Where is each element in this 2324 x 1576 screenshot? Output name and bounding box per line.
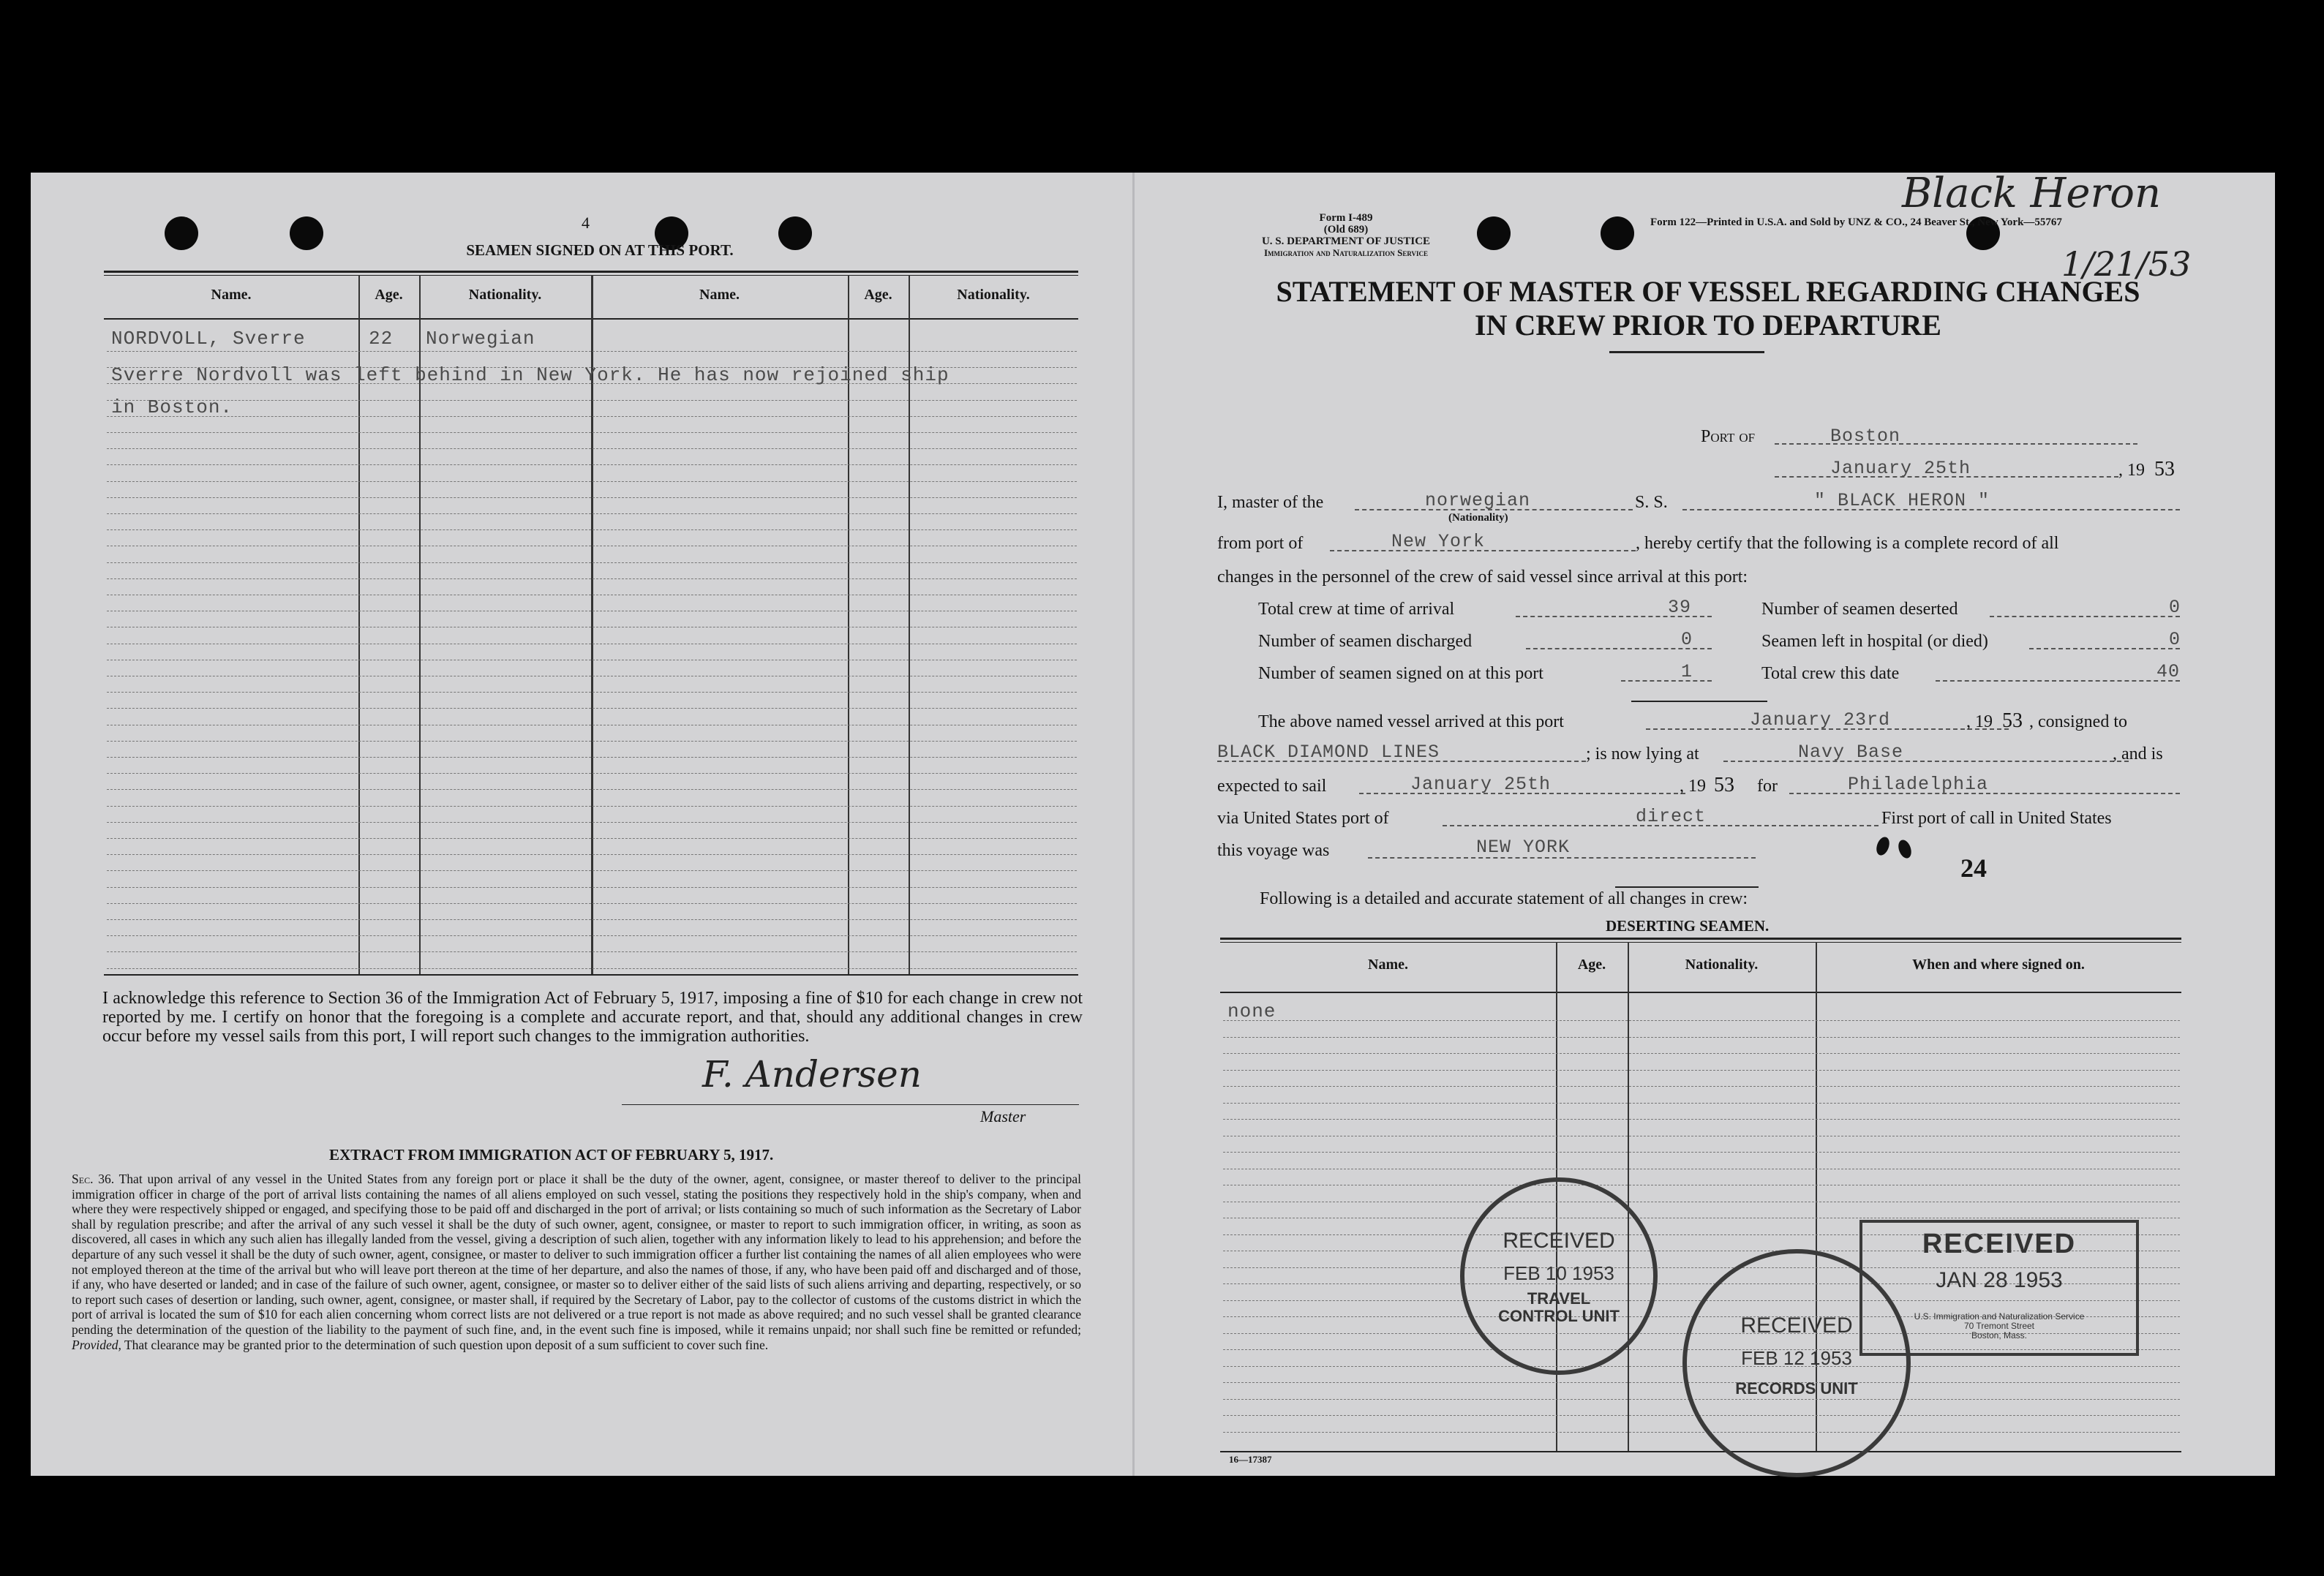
page-number: 4: [582, 214, 590, 232]
stamp-date: FEB 10 1953: [1503, 1262, 1614, 1284]
port-label: Port of: [1701, 427, 1756, 446]
service: Immigration and Naturalization Service: [1263, 247, 1429, 258]
department: U. S. DEPARTMENT OF JUSTICE: [1261, 235, 1431, 247]
ruled-row: [107, 513, 1077, 514]
stamp-unit: RECORDS UNIT: [1735, 1379, 1858, 1398]
hospital-value: 0: [2169, 629, 2181, 650]
section-title: SEAMEN SIGNED ON AT THIS PORT.: [466, 241, 734, 259]
ruled-row: [107, 464, 1077, 465]
ruled-row: [107, 741, 1077, 742]
ruled-row: [1223, 1020, 2180, 1021]
extract-tail: That clearance may be granted prior to the determination of such question upon deposit of a sum sufficient to cover such fine.: [124, 1337, 769, 1352]
table-bottom-rule: [1220, 1451, 2181, 1452]
from-port-value: New York: [1391, 531, 1486, 552]
ss-label: S. S.: [1635, 493, 1668, 512]
ruled-row: [107, 400, 1077, 401]
handwritten-vessel: Black Heron: [1902, 170, 2162, 217]
date-year-prefix: , 19: [2118, 461, 2145, 480]
mark-24: 24: [1960, 853, 1987, 883]
total-rule: [1631, 701, 1767, 702]
col-header-age: Age.: [1577, 957, 1606, 973]
ruled-row: [107, 822, 1077, 823]
hospital-label: Seamen left in hospital (or died): [1761, 632, 1988, 651]
title-line1: STATEMENT OF MASTER OF VESSEL REGARDING CHANGES: [1276, 275, 2140, 308]
destination-value: Philadelphia: [1848, 774, 1989, 795]
expected-value: January 25th: [1410, 774, 1552, 795]
ruled-row: [107, 838, 1077, 839]
arrived-value: January 23rd: [1750, 709, 1891, 731]
ruled-row: [107, 919, 1077, 920]
title-line2: IN CREW PRIOR TO DEPARTURE: [1475, 309, 1941, 342]
entry-nationality: Norwegian: [426, 328, 535, 350]
punch-hole: [165, 216, 198, 250]
certify-text: , hereby certify that the following is a complete record of all: [1636, 534, 2059, 553]
punch-hole: [1477, 216, 1511, 250]
printer-line: Form 122—Printed in U.S.A. and Sold by UNZ & CO., 24 Beaver St., New York—55767: [1650, 216, 2062, 228]
stamp-received: RECEIVED: [1740, 1313, 1853, 1338]
first-port-label: First port of call in United States: [1881, 809, 2112, 828]
expected-year-prefix: , 19: [1680, 777, 1706, 796]
table-header-rule: [1220, 992, 2181, 993]
voyage-value: NEW YORK: [1476, 837, 1571, 858]
ruled-row: [107, 529, 1077, 530]
ruled-row: [107, 854, 1077, 855]
stamp-date: JAN 28 1953: [1936, 1268, 2063, 1292]
table-top-rule: [1220, 938, 2181, 940]
ruled-row: [107, 968, 1077, 969]
entry-age: 22: [369, 328, 394, 350]
deserted-value: 0: [2169, 597, 2181, 618]
ruled-row: [107, 935, 1077, 936]
entry-note: in Boston.: [111, 396, 233, 418]
ruled-row: [1223, 1070, 2180, 1071]
master-label: Master: [980, 1107, 1026, 1126]
lying-label: ; is now lying at: [1586, 744, 1699, 764]
ruled-row: [1223, 1086, 2180, 1087]
stamp-received: RECEIVED: [1503, 1229, 1615, 1253]
ruled-row: [107, 416, 1077, 417]
ruled-row: [1223, 1053, 2180, 1054]
date-value: January 25th: [1830, 458, 1971, 479]
ruled-row: [107, 351, 1077, 352]
fill-line: [1775, 443, 2137, 445]
ruled-row: [107, 870, 1077, 871]
form-number: 16—17387: [1229, 1454, 1272, 1465]
expected-label: expected to sail: [1217, 777, 1327, 796]
ruled-row: [1223, 1119, 2180, 1120]
ruled-row: [107, 578, 1077, 579]
col-header-nationality: Nationality.: [957, 287, 1030, 303]
discharged-value: 0: [1681, 629, 1693, 650]
form-header: [1229, 212, 1463, 259]
signed-on-value: 1: [1681, 661, 1693, 682]
ruled-row: [107, 448, 1077, 449]
date-year: 53: [2154, 458, 2175, 480]
punch-hole: [290, 216, 323, 250]
section-rule: [1615, 886, 1759, 888]
port-value: Boston: [1830, 426, 1901, 447]
col-header-nationality: Nationality.: [468, 287, 542, 303]
col-header-name: Name.: [699, 287, 740, 303]
nationality-value: norwegian: [1425, 490, 1531, 511]
entry-name: NORDVOLL, Sverre: [111, 328, 306, 350]
extract-section: Sec. 36.: [72, 1172, 115, 1186]
deserting-title: DESERTING SEAMEN.: [1606, 917, 1770, 935]
ruled-row: [107, 951, 1077, 952]
deserting-entry: none: [1227, 1000, 1276, 1022]
ruled-row: [107, 692, 1077, 693]
ruled-row: [107, 708, 1077, 709]
ruled-row: [107, 789, 1077, 790]
deserted-label: Number of seamen deserted: [1761, 600, 1958, 619]
total-crew-arrival-label: Total crew at time of arrival: [1258, 600, 1455, 619]
title-underline: [1609, 351, 1764, 353]
total-crew-date-label: Total crew this date: [1761, 664, 1900, 683]
master-of-label: I, master of the: [1217, 493, 1324, 512]
acknowledgement-text: I acknowledge this reference to Section 36 of the Immigration Act of February 5, 1917, imposing a fine of $10 for each change in crew not reported by me. I certify on honor that the foregoing is a complete and accurate report, and that, should any additional changes in crew occur before my vessel sails from this port, I will report such changes to the immigration authorities.: [102, 989, 1083, 1046]
ruled-row: [107, 481, 1077, 482]
total-crew-date-value: 40: [2156, 661, 2181, 682]
form-old: (Old 689): [1323, 224, 1369, 235]
fill-line: [2029, 648, 2180, 649]
arrived-year-prefix: , 19: [1966, 712, 1993, 731]
ruled-row: [107, 903, 1077, 904]
punch-hole: [1601, 216, 1634, 250]
extract-provided: Provided,: [72, 1337, 121, 1352]
table-bottom-rule: [104, 974, 1078, 976]
extract-title: EXTRACT FROM IMMIGRATION ACT OF FEBRUARY 5, 1917.: [329, 1146, 774, 1164]
stamp-date: FEB 12 1953: [1741, 1347, 1852, 1369]
col-header-signed-on: When and where signed on.: [1912, 957, 2085, 973]
via-value: direct: [1636, 806, 1707, 827]
ruled-row: [107, 562, 1077, 563]
col-header-age: Age.: [864, 287, 892, 303]
ruled-row: [1223, 1152, 2180, 1153]
signed-on-label: Number of seamen signed on at this port: [1258, 664, 1543, 683]
ruled-row: [1223, 1432, 2180, 1433]
ruled-row: [107, 432, 1077, 433]
following-text: Following is a detailed and accurate statement of all changes in crew:: [1260, 889, 1748, 908]
from-port-label: from port of: [1217, 534, 1304, 553]
col-header-name: Name.: [1368, 957, 1408, 973]
ruled-row: [107, 773, 1077, 774]
fill-line: [1723, 761, 2129, 762]
voyage-label: this voyage was: [1217, 841, 1330, 860]
and-is: , and is: [2113, 744, 2163, 764]
stamp-received: RECEIVED: [1922, 1229, 2077, 1259]
consigned-label: , consigned to: [2029, 712, 2127, 731]
extract-body: That upon arrival of any vessel in the United States from any foreign port or place it shall be the duty of the owner, agent, consignee, or master thereof to deliver to the principal immigration officer in charge of the port of arrival lists containing the names of all aliens employed on such vessel, stating the positions they respectively hold in the ship's company, when and where they were respectively shipped or engaged, and specifying those to be paid off and discharged in the port of arrival; or lists containing so much of such information as the Secretary of Labor shall by regulation prescribe; and after the arrival of any such vessel it shall be the duty of such owner, agent, consignee, or master to report to such immigration officer, in writing, as soon as discovered, all cases in which any such alien has illegally landed from the vessel, giving a description of such alien, together with any information likely to lead to his apprehension; and before the departure of any such vessel it shall be the duty of such owner, agent, consignee, or master to deliver to such immigration officer a further list containing the names of all alien employees who were not employed thereon at the time of the arrival but who will leave port thereon at the time of her departure, and also the names of those, if any, who have been paid off and discharged and of those, if any, who have deserted or landed; and in case of the failure of such owner, agent, consignee, or master so to deliver either of the said lists of such aliens arriving and departing, respectively, or so to report such cases of desertion or landing, such owner, agent, consignee, or master shall, if required by the Secretary of Labor, pay to the collector of customs of the customs district in which the port of arrival is located the sum of $10 for each alien concerning whom correct lists are not delivered or a true report is not made as above required; and no such vessel shall be granted clearance pending the determination of the question of the liability to the payment of such fine, and, in the event such fine is imposed, while it remains unpaid; nor shall such fine be remitted or refunded;: [72, 1172, 1081, 1337]
stamp-unit: TRAVEL CONTROL UNIT: [1498, 1289, 1620, 1325]
fill-line: [1621, 680, 1712, 682]
form-title: [1200, 275, 2216, 342]
page-fold: [1132, 173, 1135, 1476]
discharged-label: Number of seamen discharged: [1258, 632, 1473, 651]
master-signature: F. Andersen: [702, 1053, 922, 1096]
arrived-year: 53: [2002, 709, 2023, 732]
entry-note: Sverre Nordvoll was left behind in New York. He has now rejoined ship: [111, 364, 949, 386]
ruled-row: [1223, 1103, 2180, 1104]
fill-line: [1990, 616, 2180, 617]
consignee-value: BLACK DIAMOND LINES: [1217, 742, 1440, 763]
ruled-row: [107, 887, 1077, 888]
extract-text: [72, 1172, 1081, 1352]
nationality-caption: (Nationality): [1448, 512, 1508, 524]
via-label: via United States port of: [1217, 809, 1389, 828]
for-label: for: [1757, 777, 1778, 796]
vessel-name: " BLACK HERON ": [1814, 490, 1990, 511]
col-header-age: Age.: [375, 287, 403, 303]
col-divider: [1628, 942, 1629, 1451]
signature-line: [622, 1104, 1079, 1105]
fill-line: [1936, 680, 2180, 682]
ruled-row: [1223, 1037, 2180, 1038]
col-header-name: Name.: [211, 287, 252, 303]
lying-value: Navy Base: [1798, 742, 1904, 763]
table-top-rule: [1220, 942, 2181, 943]
col-header-nationality: Nationality.: [1685, 957, 1759, 973]
table-top-rule: [104, 271, 1078, 273]
expected-year: 53: [1714, 774, 1734, 796]
total-crew-arrival-value: 39: [1668, 597, 1692, 618]
ruled-row: [107, 497, 1077, 498]
stamp-service: U.S. Immigration and Naturalization Service 70 Tremont Street Boston, Mass.: [1914, 1311, 2085, 1341]
ruled-row: [107, 806, 1077, 807]
received-box-stamp: [1859, 1220, 2139, 1356]
arrived-label: The above named vessel arrived at this port: [1258, 712, 1564, 731]
travel-control-stamp: [1460, 1177, 1658, 1375]
form-id: Form I-489: [1319, 212, 1373, 224]
changes-text: changes in the personnel of the crew of said vessel since arrival at this port:: [1217, 568, 1748, 587]
ruled-row: [107, 757, 1077, 758]
handwritten-date: 1/21/53: [2061, 244, 2192, 284]
